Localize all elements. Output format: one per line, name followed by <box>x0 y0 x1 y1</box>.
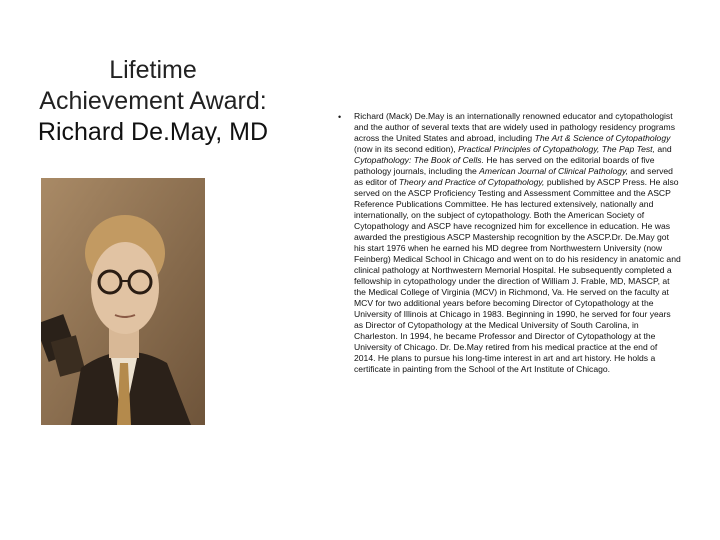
bio-text-segment: (now in its second edition), <box>354 144 459 154</box>
biography-text <box>336 111 681 375</box>
bio-italic-title: American Journal of Clinical Pathology, <box>479 166 629 176</box>
biography-paragraph <box>336 111 681 375</box>
bio-text-segment: and <box>654 144 672 154</box>
bio-text-segment: published by ASCP Press. He also served on the ASCP Proficiency Testing and Assessment Committee and the ASCP Reference Publications Committee. He has lectured extensively, nationally and internationally, on the subject of cytopathology. Both the American Society of Cytopathology and ASCP have recognized him for excellence in education. He was awarded the prestigious ASCP Mastership recognition by the ASCP.Dr. De.May got his start 1976 when he earned his MD degree from Northwestern University (now Feinberg) Medical School in Chicago and went on to do his residency in anatomic and clinical pathology at Northwestern Memorial Hospital. He subsequently completed a fellowship in cytopathology under the direction of William J. Frable, MD, MASCP, at the Medical College of Virginia (MCV) in Richmond, Va. He served on the faculty at MCV for two additional years before becoming Director of Cytopathology at the University of Illinois at Chicago in 1983. Beginning in 1990, he served for four years as Director of Cytopathology at the Medical University of South Carolina, in Charleston. In 1994, he became Professor and Director of Cytopathology at the University of Chicago. Dr. De.May retired from his medical practice at the end of 2014. He plans to pursue his long-time interest in art and art history. He holds a certificate in painting from the School of the Art Institute of Chicago. <box>354 177 681 374</box>
bullet-marker: • <box>338 112 342 122</box>
portrait-photo <box>41 178 205 425</box>
bio-italic-title: Cytopathology: The Book of Cells. <box>354 155 484 165</box>
bio-italic-title: The Art & Science of Cytopathology <box>534 133 671 143</box>
title-line-1: Lifetime <box>109 56 197 84</box>
slide-title <box>30 55 276 148</box>
bio-italic-title: Practical Principles of Cytopathology, The Pap Test, <box>458 144 655 154</box>
bio-italic-title: Theory and Practice of Cytopathology, <box>398 177 545 187</box>
title-line-2: Achievement Award: <box>39 87 267 115</box>
bio-text-segment: and served as editor of <box>354 166 673 187</box>
bio-text-segment: He has served on the editorial boards of five pathology journals, including the <box>354 155 655 176</box>
title-name: Richard De.May, MD <box>37 118 269 146</box>
bio-text-segment: Richard (Mack) De.May is an internationally renowned educator and cytopathologist and the author of several texts that are widely used in pathology residency programs across the United States and abroad, including <box>354 111 676 143</box>
